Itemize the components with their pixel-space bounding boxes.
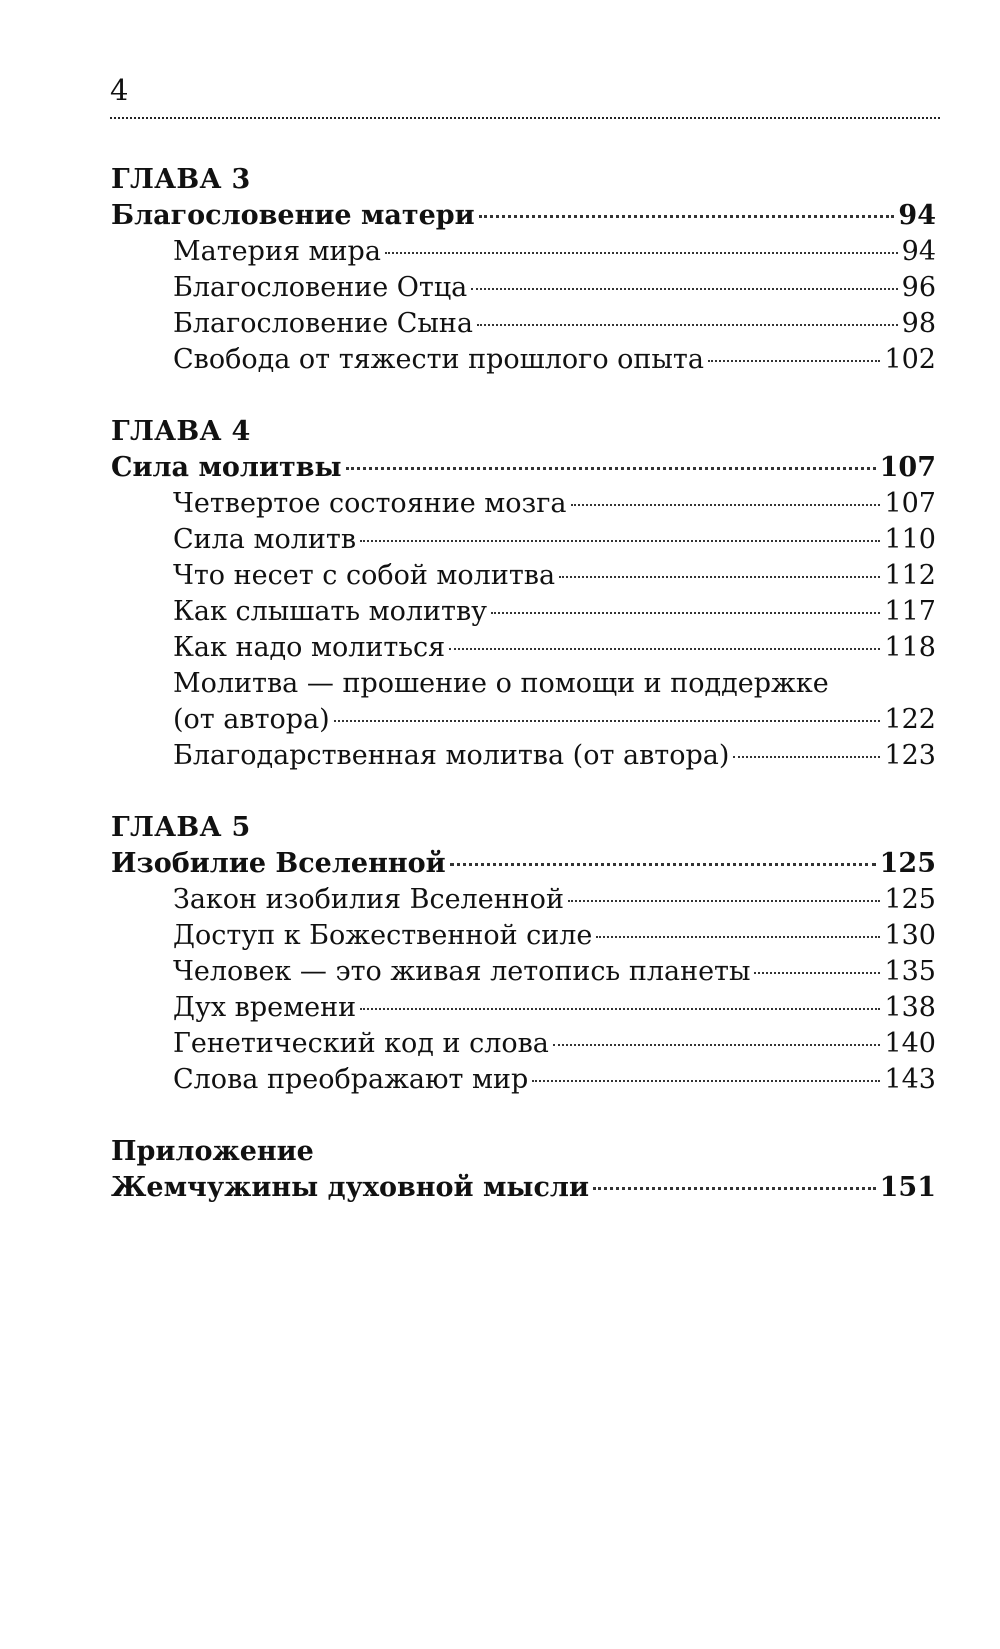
- page-ref: 94: [901, 236, 936, 267]
- toc-entry[interactable]: [111, 486, 936, 522]
- dot-leader: [477, 324, 898, 326]
- dot-leader: [532, 1080, 880, 1082]
- entry-title: Дух времени: [173, 992, 357, 1023]
- dot-leader: [346, 467, 876, 470]
- toc-entry[interactable]: [111, 1062, 936, 1098]
- appendix: [111, 1134, 936, 1206]
- entry-title: Благословение Отца: [173, 272, 468, 303]
- entry-title: Сила молитв: [173, 524, 357, 555]
- entry-title: Четвертое состояние мозга: [173, 488, 567, 519]
- chapter-title-row[interactable]: [111, 450, 936, 486]
- page-ref: 112: [884, 560, 936, 591]
- page-ref: 143: [884, 1064, 936, 1095]
- toc-entry[interactable]: [111, 306, 936, 342]
- appendix-title: Жемчужины духовной мысли: [111, 1172, 589, 1203]
- entry-title: Свобода от тяжести прошлого опыта: [173, 344, 704, 375]
- page-ref: 138: [884, 992, 936, 1023]
- dot-leader: [571, 504, 881, 506]
- toc-entry[interactable]: [111, 990, 936, 1026]
- entry-title: Слова преображают мир: [173, 1064, 529, 1095]
- chapter-label: ГЛАВА 4: [111, 416, 251, 447]
- toc-entry[interactable]: [111, 630, 936, 666]
- dot-leader: [450, 863, 876, 866]
- entry-title: Как слышать молитву: [173, 596, 488, 627]
- dot-leader: [449, 648, 880, 650]
- entry-title: Генетический код и слова: [173, 1028, 549, 1059]
- chapter-title-row[interactable]: [111, 846, 936, 882]
- page-ref: 122: [884, 704, 936, 735]
- appendix-title-row[interactable]: [111, 1170, 936, 1206]
- chapter-3: [111, 162, 936, 378]
- page-ref: 96: [901, 272, 936, 303]
- entry-title: Благодарственная молитва (от автора): [173, 740, 730, 771]
- toc-entry[interactable]: [111, 522, 936, 558]
- page-ref: 98: [901, 308, 936, 339]
- entry-title: Как надо молиться: [173, 632, 446, 663]
- page-ref: 107: [879, 452, 936, 483]
- page-ref: 110: [884, 524, 936, 555]
- page-ref: 135: [884, 956, 936, 987]
- entry-title: Материя мира: [173, 236, 381, 267]
- chapter-title: Изобилие Вселенной: [111, 848, 446, 879]
- page-ref: 94: [898, 200, 936, 231]
- page-ref: 107: [884, 488, 936, 519]
- toc-entry[interactable]: [111, 882, 936, 918]
- page-number: 4: [110, 73, 129, 107]
- chapter-4: [111, 414, 936, 774]
- dot-leader: [596, 936, 880, 938]
- dot-leader: [553, 1044, 881, 1046]
- entry-title: Что несет с собой молитва: [173, 560, 556, 591]
- page-ref: 117: [884, 596, 936, 627]
- dot-leader: [471, 288, 897, 290]
- entry-title: (от автора): [173, 704, 330, 735]
- toc-entry[interactable]: [111, 1026, 936, 1062]
- toc-entry[interactable]: [111, 558, 936, 594]
- table-of-contents: [111, 162, 936, 1242]
- dot-leader: [491, 612, 880, 614]
- dot-leader: [754, 972, 880, 974]
- toc-entry[interactable]: [111, 342, 936, 378]
- appendix-label: Приложение: [111, 1136, 314, 1167]
- toc-entry[interactable]: [111, 234, 936, 270]
- toc-entry[interactable]: [111, 918, 936, 954]
- chapter-title: Сила молитвы: [111, 452, 342, 483]
- toc-entry[interactable]: [111, 738, 936, 774]
- dot-leader: [708, 360, 881, 362]
- page-ref: 125: [879, 848, 936, 879]
- entry-title: Закон изобилия Вселенной: [173, 884, 564, 915]
- header-divider: [110, 117, 940, 119]
- chapter-5: [111, 810, 936, 1098]
- page-ref: 130: [884, 920, 936, 951]
- dot-leader: [360, 1008, 880, 1010]
- toc-entry[interactable]: [111, 954, 936, 990]
- chapter-title: Благословение матери: [111, 200, 475, 231]
- dot-leader: [593, 1187, 876, 1190]
- dot-leader: [479, 215, 895, 218]
- toc-entry[interactable]: [111, 594, 936, 630]
- dot-leader: [360, 540, 880, 542]
- page-ref: 118: [884, 632, 936, 663]
- dot-leader: [733, 756, 880, 758]
- chapter-title-row[interactable]: [111, 198, 936, 234]
- entry-title: Благословение Сына: [173, 308, 473, 339]
- entry-title: Человек — это живая летопись планеты: [173, 956, 751, 987]
- dot-leader: [385, 252, 898, 254]
- entry-title-line1: Молитва — прошение о помощи и поддержке: [173, 668, 829, 699]
- chapter-label: ГЛАВА 3: [111, 164, 251, 195]
- dot-leader: [568, 900, 881, 902]
- toc-entry[interactable]: [111, 702, 936, 738]
- dot-leader: [559, 576, 880, 578]
- page-ref: 102: [884, 344, 936, 375]
- page-ref: 151: [879, 1172, 936, 1203]
- entry-title: Доступ к Божественной силе: [173, 920, 593, 951]
- dot-leader: [334, 720, 881, 722]
- page-ref: 140: [884, 1028, 936, 1059]
- page-ref: 123: [884, 740, 936, 771]
- toc-entry[interactable]: [111, 270, 936, 306]
- chapter-label: ГЛАВА 5: [111, 812, 251, 843]
- page-ref: 125: [884, 884, 936, 915]
